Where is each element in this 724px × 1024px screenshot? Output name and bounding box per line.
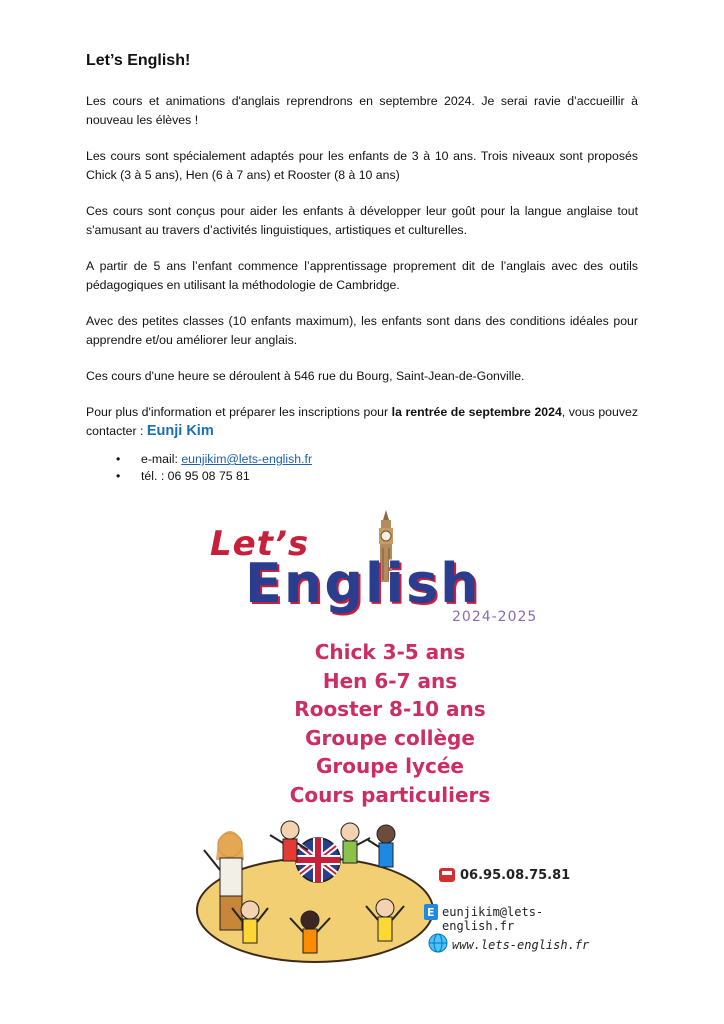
contact-paragraph <box>86 403 638 441</box>
contact-name: Eunji Kim <box>146 423 214 439</box>
email-icon <box>424 904 438 920</box>
paragraph-2: Les cours sont spécialement adaptés pour les enfants de 3 à 10 ans. Trois niveaux sont proposés Chick (3 à 5 ans), Hen (6 à 7 ans) et Rooster (8 à 10 ans) <box>86 149 638 182</box>
level-item: Hen 6-7 ans <box>322 668 458 693</box>
poster-email: eunjikim@lets-english.fr <box>442 905 544 933</box>
paragraph-1: Les cours et animations d'anglais reprendrons en septembre 2024. Je serai ravie d’accueillir à nouveau les élèves ! <box>86 94 638 127</box>
paragraph-6: Ces cours d'une heure se déroulent à 546 rue du Bourg, Saint-Jean-de-Gonville. <box>86 369 525 383</box>
contact-bold: la rentrée de septembre 2024 <box>391 405 562 419</box>
kids-scene <box>190 810 590 980</box>
level-item: Rooster 8-10 ans <box>294 697 486 721</box>
paragraph-5: Avec des petites classes (10 enfants maximum), les enfants sont dans des conditions idéales pour apprendre et/ou améliorer leur anglais. <box>86 314 638 347</box>
level-item: Groupe collège <box>305 725 475 750</box>
contact-list <box>116 451 638 485</box>
kid-figure <box>341 823 370 863</box>
contact-email-item <box>116 451 638 468</box>
poster-image <box>190 510 590 980</box>
level-list <box>190 638 590 809</box>
email-label: e-mail: <box>141 452 182 466</box>
level-item: Cours particuliers <box>289 782 491 807</box>
kid-figure <box>368 825 395 867</box>
kids-illustration <box>190 810 590 980</box>
contact-after: , vous pouvez contacter : <box>86 405 638 438</box>
paragraph-4: A partir de 5 ans l’enfant commence l’apprentissage proprement dit de l’anglais avec des outils pédagogiques en utilisant la méthodologie de Cambridge. <box>86 259 638 292</box>
poster-english: English <box>245 552 481 615</box>
contact-phone-item <box>116 468 638 485</box>
poster-years: 2024-2025 <box>452 609 538 625</box>
contact-intro: Pour plus d'information et préparer les inscriptions pour <box>86 405 392 419</box>
email-link[interactable]: eunjikim@lets-english.fr <box>181 452 313 466</box>
poster-phone: 06.95.08.75.81 <box>460 868 571 883</box>
phone-value: 06 95 08 75 81 <box>167 469 250 483</box>
svg-text:E: E <box>427 906 435 919</box>
paragraph-3: Ces cours sont conçus pour aider les enfants à développer leur goût pour la langue anglaise tout s'amusant au travers d’activités linguistiques, artistiques et culturelles. <box>86 204 638 237</box>
level-item: Groupe lycée <box>316 754 464 778</box>
globe-icon <box>429 934 447 952</box>
bullet: • <box>116 452 121 466</box>
phone-label: tél. : <box>141 469 168 483</box>
phone-icon <box>439 868 455 882</box>
page-title: Let’s English! <box>86 52 191 69</box>
document-body <box>86 52 638 485</box>
poster-lets: Let’s <box>210 524 310 564</box>
bullet: • <box>116 469 121 483</box>
poster-website: www.lets-english.fr <box>452 938 590 952</box>
flag-ball-icon <box>296 838 340 882</box>
level-item: Chick 3-5 ans <box>314 640 466 664</box>
